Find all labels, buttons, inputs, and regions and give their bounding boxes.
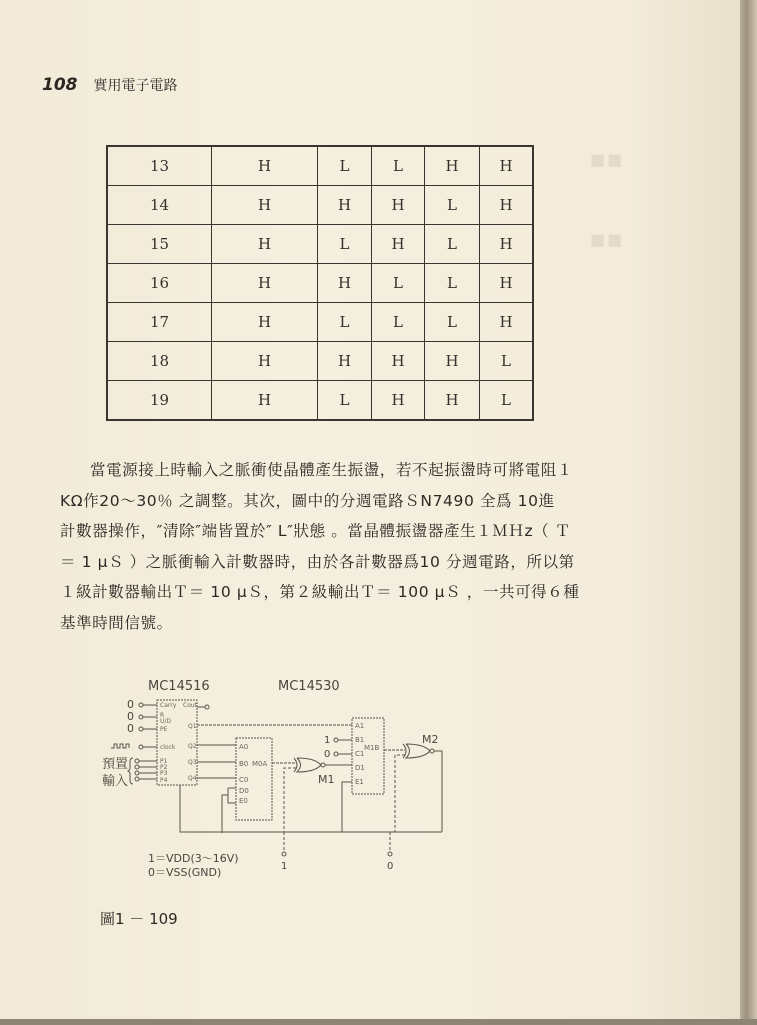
svg-text:Q2: Q2 xyxy=(188,743,197,750)
table-row xyxy=(107,264,533,303)
table-cell: H xyxy=(318,342,372,381)
table-row xyxy=(107,146,533,186)
paragraph-line: １級計數器輸出Ｔ＝ 10 μＳ，第２級輸出Ｔ＝ 100 μＳ ，一共可得６種 xyxy=(60,583,580,601)
table-cell: L xyxy=(480,381,534,421)
table-row xyxy=(107,186,533,225)
table-cell: L xyxy=(425,186,480,225)
page-header xyxy=(42,75,178,95)
svg-text:D0: D0 xyxy=(239,787,249,795)
input-value: 0 xyxy=(127,710,134,723)
svg-text:A1: A1 xyxy=(355,722,365,730)
svg-text:clock: clock xyxy=(160,744,176,751)
table-row xyxy=(107,303,533,342)
truth-table xyxy=(106,145,534,421)
svg-text:R: R xyxy=(160,712,165,719)
table-cell: H xyxy=(212,303,318,342)
svg-text:D1: D1 xyxy=(355,764,365,772)
table-cell: H xyxy=(372,381,425,421)
paragraph-line: KΩ作20～30％ 之調整。其次，圖中的分週電路ＳN7490 全爲 10進 xyxy=(60,491,555,510)
xnor-gate-m1 xyxy=(294,758,321,772)
preset-label: 預置 xyxy=(102,757,129,772)
svg-text:P1: P1 xyxy=(160,758,168,765)
table-cell: L xyxy=(425,303,480,342)
svg-text:U/D: U/D xyxy=(160,718,172,725)
row-number: 16 xyxy=(107,264,212,303)
xnor-gate-m2 xyxy=(403,744,430,758)
table-cell: H xyxy=(212,186,318,225)
mux-b-input-value: 1 xyxy=(324,735,331,746)
chip2-label: MC14530 xyxy=(278,679,340,694)
table-cell: H xyxy=(425,381,480,421)
table-cell: L xyxy=(425,225,480,264)
table-cell: H xyxy=(480,225,534,264)
table-cell: H xyxy=(212,146,318,186)
table-cell: H xyxy=(212,342,318,381)
gate-m2-label: M2 xyxy=(422,733,439,746)
row-number: 17 xyxy=(107,303,212,342)
book-binding-shadow xyxy=(740,0,757,1025)
paragraph-line: 基準時間信號。 xyxy=(60,613,173,632)
table-cell: L xyxy=(372,303,425,342)
table-cell: H xyxy=(372,342,425,381)
table-cell: H xyxy=(372,225,425,264)
table-row xyxy=(107,342,533,381)
svg-text:PE: PE xyxy=(160,726,168,733)
input-value: 0 xyxy=(127,722,134,735)
body-paragraph xyxy=(60,455,660,638)
svg-text:A0: A0 xyxy=(239,743,249,751)
page-number: 108 xyxy=(42,75,78,95)
svg-text:Q1: Q1 xyxy=(188,723,197,730)
table-cell: L xyxy=(318,381,372,421)
svg-text:E1: E1 xyxy=(355,778,364,786)
input-value: 0 xyxy=(127,698,134,711)
table-cell: H xyxy=(372,186,425,225)
svg-text:Carry: Carry xyxy=(160,702,177,709)
svg-text:P2: P2 xyxy=(160,764,168,771)
figure-caption: 圖1 － 109 xyxy=(100,910,178,928)
brace-icon xyxy=(128,758,133,784)
table-cell: H xyxy=(480,264,534,303)
paragraph-line: 計數器操作，″清除″端皆置於″ L″狀態 。當晶體振盪器產生１ＭＨz（ Ｔ xyxy=(60,522,571,540)
bottom-terminal: 0 xyxy=(387,861,394,872)
table-cell: H xyxy=(480,146,534,186)
svg-text:Cout: Cout xyxy=(183,702,198,709)
table-cell: H xyxy=(480,303,534,342)
table-row xyxy=(107,225,533,264)
bleed-through-text: ■■ xyxy=(590,150,625,169)
preset-label: 輸入 xyxy=(102,774,129,789)
table-cell: H xyxy=(425,146,480,186)
svg-text:P3: P3 xyxy=(160,770,168,777)
svg-text:E0: E0 xyxy=(239,797,248,805)
clock-pulse-icon xyxy=(111,744,129,748)
chip1-label: MC14516 xyxy=(148,679,210,694)
table-cell: H xyxy=(212,225,318,264)
mux-a-output-label: M0A xyxy=(252,760,268,768)
row-number: 13 xyxy=(107,146,212,186)
table-cell: L xyxy=(372,146,425,186)
table-cell: H xyxy=(318,186,372,225)
mux-b-input-value: 0 xyxy=(324,749,331,760)
row-number: 19 xyxy=(107,381,212,421)
legend-vdd: 1＝VDD(3～16V) xyxy=(148,852,239,865)
row-number: 15 xyxy=(107,225,212,264)
row-number: 18 xyxy=(107,342,212,381)
table-cell: H xyxy=(425,342,480,381)
table-cell: L xyxy=(318,146,372,186)
paragraph-line: 當電源接上時輸入之脈衝使晶體產生振盪，若不起振盪時可將電阻１ xyxy=(90,461,574,479)
bottom-terminal: 1 xyxy=(281,861,288,872)
svg-text:Q3: Q3 xyxy=(188,759,197,766)
table-cell: L xyxy=(480,342,534,381)
paragraph-line: ＝ 1 μＳ ）之脈衝輸入計數器時，由於各計數器爲10 分週電路，所以第 xyxy=(60,552,575,571)
svg-text:B1: B1 xyxy=(355,736,365,744)
mux-b-output-label: M1B xyxy=(364,744,380,752)
svg-text:C0: C0 xyxy=(239,776,249,784)
legend-vss: 0＝VSS(GND) xyxy=(148,866,222,879)
bleed-through-text: ■■ xyxy=(590,230,625,249)
table-cell: H xyxy=(318,264,372,303)
row-number: 14 xyxy=(107,186,212,225)
table-cell: H xyxy=(212,264,318,303)
table-cell: L xyxy=(318,225,372,264)
svg-text:C1: C1 xyxy=(355,750,365,758)
svg-text:B0: B0 xyxy=(239,760,249,768)
circuit-diagram xyxy=(100,670,460,885)
table-cell: L xyxy=(318,303,372,342)
gate-m1-label: M1 xyxy=(318,773,335,786)
table-cell: H xyxy=(212,381,318,421)
book-title: 實用電子電路 xyxy=(93,78,178,94)
svg-text:Q4: Q4 xyxy=(188,775,197,782)
svg-text:P4: P4 xyxy=(160,777,168,784)
table-cell: L xyxy=(372,264,425,303)
table-cell: L xyxy=(425,264,480,303)
table-cell: H xyxy=(480,186,534,225)
page-bottom-edge xyxy=(0,1019,757,1025)
table-row xyxy=(107,381,533,421)
